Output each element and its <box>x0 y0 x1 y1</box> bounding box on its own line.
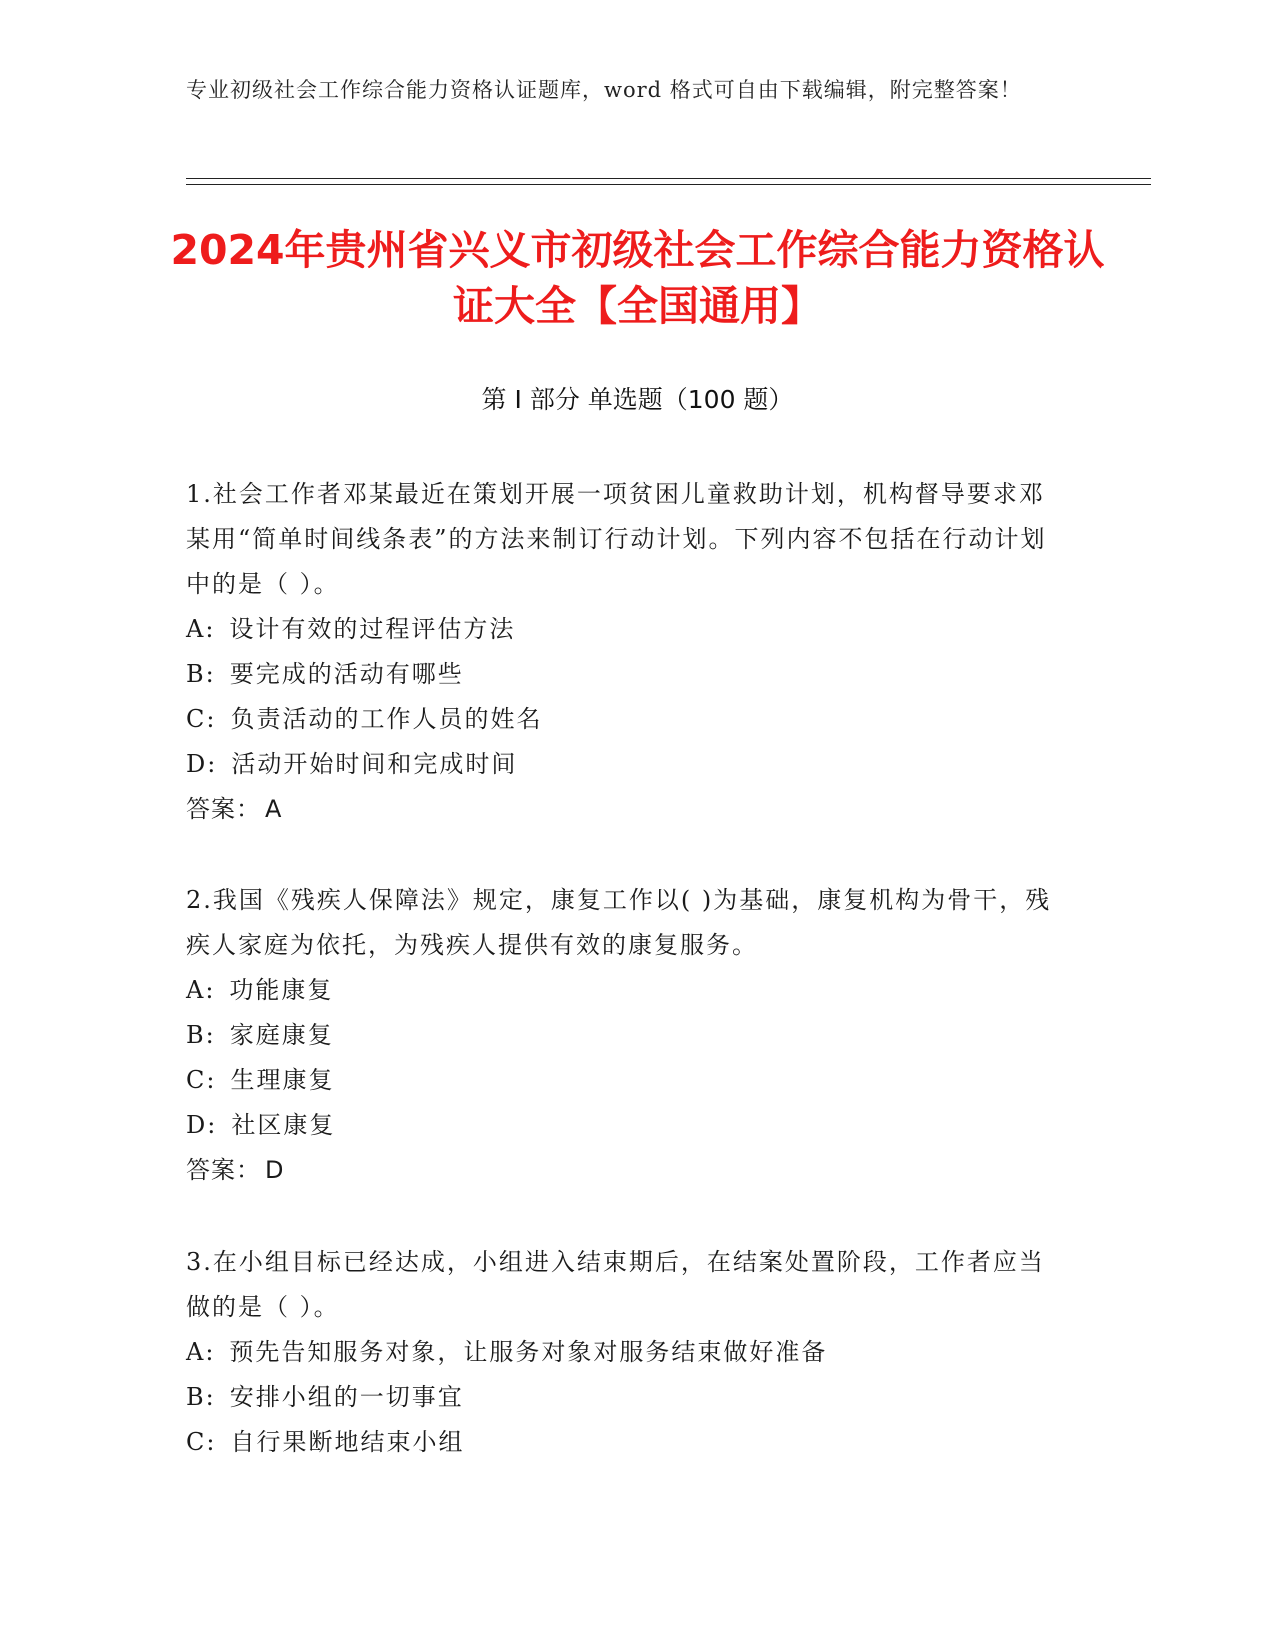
option-text: 预先告知服务对象，让服务对象对服务结束做好准备 <box>229 1338 828 1366</box>
option-text: 社区康复 <box>231 1111 336 1139</box>
option-c <box>186 1420 1066 1465</box>
option-letter: B: <box>186 1383 216 1411</box>
option-text: 功能康复 <box>229 976 334 1004</box>
option-a <box>186 968 1066 1013</box>
option-list <box>186 1330 1066 1465</box>
option-c <box>186 1058 1066 1103</box>
answer-value: A <box>265 795 283 823</box>
option-text: 生理康复 <box>230 1066 335 1094</box>
question-stem: 2.我国《残疾人保障法》规定，康复工作以( )为基础，康复机构为骨干，残疾人家庭为依托，为残疾人提供有效的康复服务。 <box>186 886 1052 959</box>
option-letter: C: <box>186 1428 217 1456</box>
option-b <box>186 1375 1066 1420</box>
question-3 <box>186 1240 1066 1465</box>
option-a <box>186 607 1066 652</box>
section-heading: 第 I 部分 单选题（100 题） <box>481 385 794 414</box>
answer-line <box>186 787 1066 832</box>
option-text: 要完成的活动有哪些 <box>229 660 464 688</box>
question-1 <box>186 472 1066 832</box>
header-rule-bottom <box>186 184 1151 185</box>
option-letter: A: <box>186 1338 216 1366</box>
option-letter: B: <box>186 1021 216 1049</box>
document-title: 2024年贵州省兴义市初级社会工作综合能力资格认证大全【全国通用】 <box>170 226 1105 330</box>
option-list <box>186 607 1066 787</box>
option-letter: C: <box>186 705 217 733</box>
option-b <box>186 1013 1066 1058</box>
option-d <box>186 742 1066 787</box>
question-stem: 1.社会工作者邓某最近在策划开展一项贫困儿童救助计划，机构督导要求邓某用“简单时间线条表”的方法来制订行动计划。下列内容不包括在行动计划中的是（ ）。 <box>186 480 1047 598</box>
option-text: 设计有效的过程评估方法 <box>229 615 516 643</box>
option-a <box>186 1330 1066 1375</box>
option-text: 家庭康复 <box>229 1021 334 1049</box>
option-text: 负责活动的工作人员的姓名 <box>230 705 543 733</box>
answer-label: 答案： <box>186 1156 261 1184</box>
option-b <box>186 652 1066 697</box>
question-2 <box>186 878 1066 1193</box>
option-letter: A: <box>186 976 216 1004</box>
option-text: 安排小组的一切事宜 <box>229 1383 464 1411</box>
option-letter: C: <box>186 1066 217 1094</box>
option-text: 活动开始时间和完成时间 <box>231 750 518 778</box>
option-letter: B: <box>186 660 216 688</box>
header-note: 专业初级社会工作综合能力资格认证题库，word 格式可自由下载编辑，附完整答案！ <box>186 78 1022 102</box>
option-list <box>186 968 1066 1148</box>
answer-value: D <box>265 1156 285 1184</box>
header-rule-top <box>186 178 1151 179</box>
option-c <box>186 697 1066 742</box>
question-stem: 3.在小组目标已经达成，小组进入结束期后，在结案处置阶段，工作者应当做的是（ ）。 <box>186 1248 1045 1321</box>
option-letter: A: <box>186 615 216 643</box>
answer-label: 答案： <box>186 795 261 823</box>
option-letter: D: <box>186 1111 218 1139</box>
option-d <box>186 1103 1066 1148</box>
option-letter: D: <box>186 750 218 778</box>
option-text: 自行果断地结束小组 <box>230 1428 465 1456</box>
answer-line <box>186 1148 1066 1193</box>
